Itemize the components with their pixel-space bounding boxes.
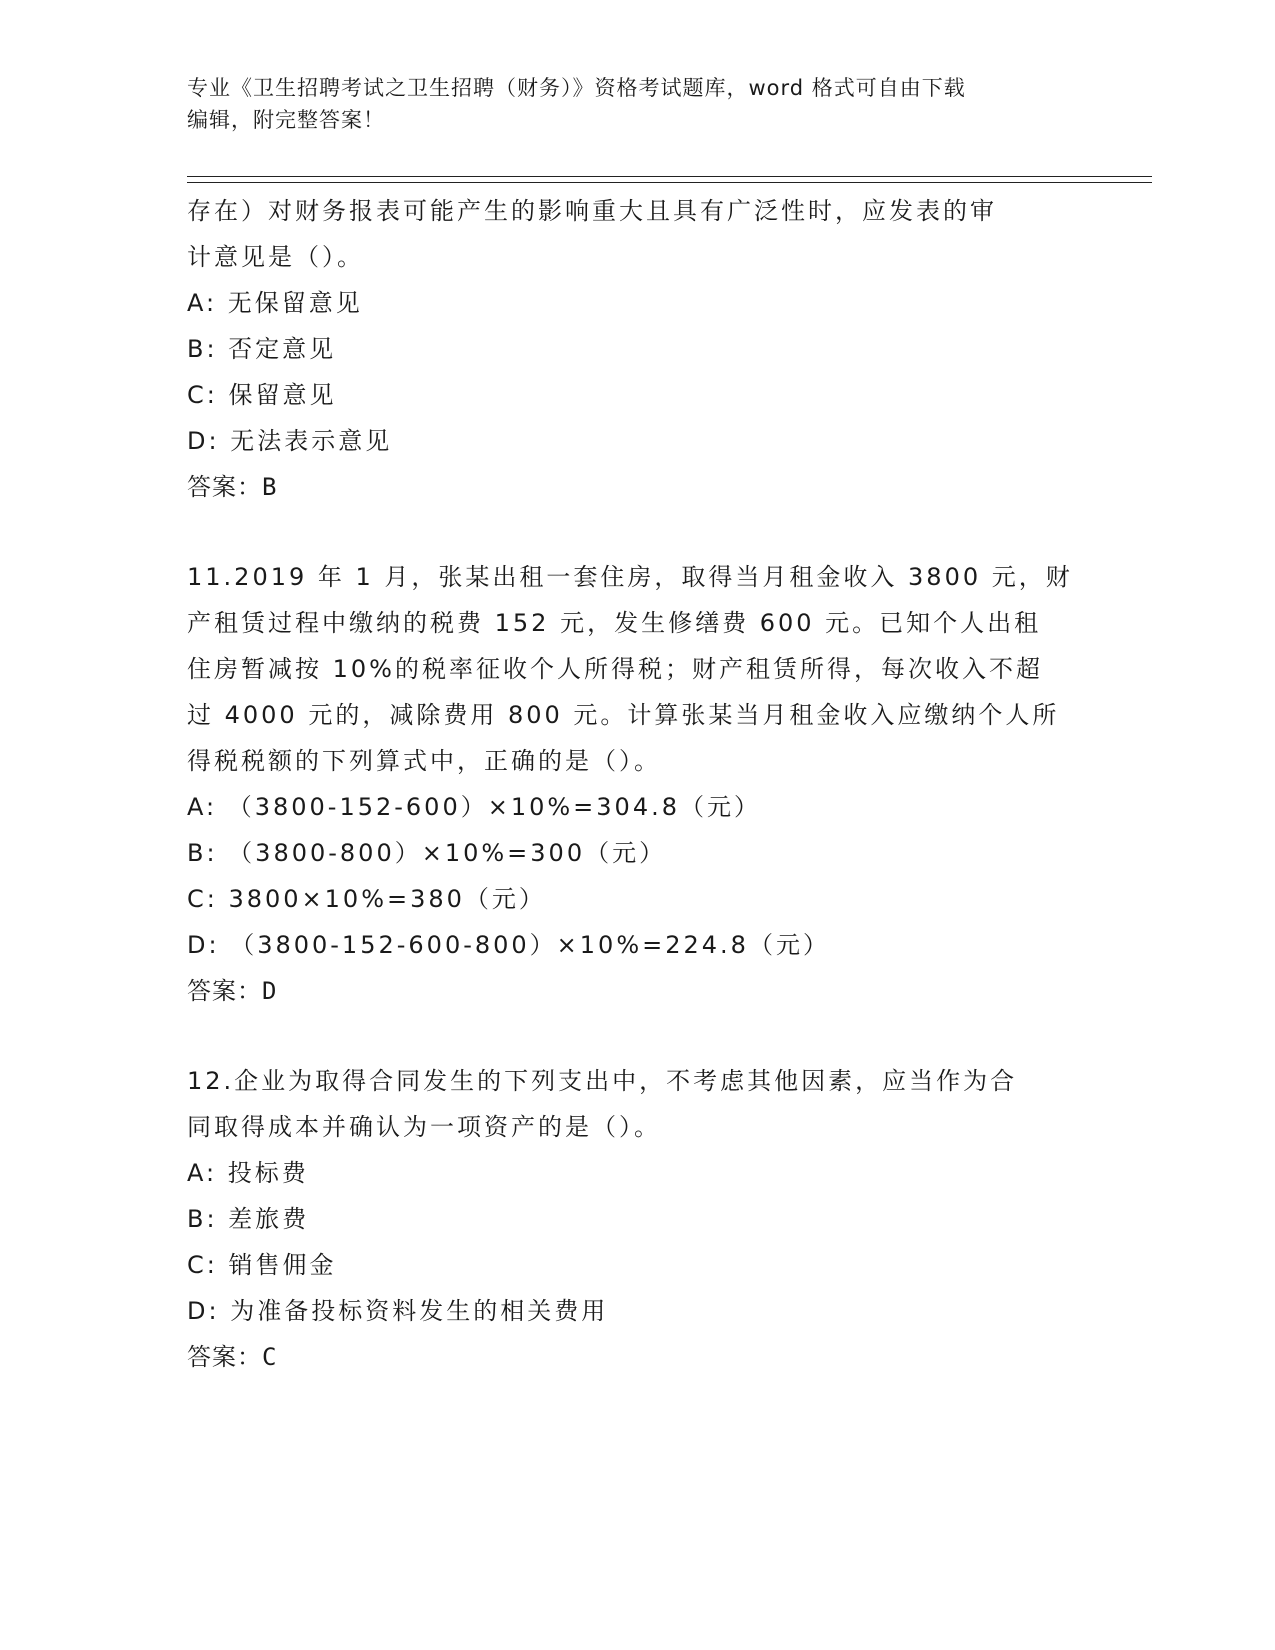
answer-value: D: [262, 977, 278, 1005]
answer-label: 答案：: [187, 1343, 262, 1371]
question-12: [187, 1058, 1087, 1380]
header-rule-top: [187, 176, 1152, 177]
option-d: D: 无法表示意见: [187, 427, 393, 455]
header-line-2: 编辑，附完整答案！: [187, 108, 385, 132]
answer-line: [187, 464, 1087, 510]
question-stem-line: 同取得成本并确认为一项资产的是（）。: [187, 1113, 661, 1141]
spacer: [187, 1014, 1087, 1058]
question-stem-line: 12.企业为取得合同发生的下列支出中，不考虑其他因素，应当作为合: [187, 1067, 1018, 1095]
question-10: [187, 188, 1087, 510]
option-b: B: 否定意见: [187, 335, 337, 363]
question-stem-line: 住房暂减按 10%的税率征收个人所得税；财产租赁所得，每次收入不超: [187, 655, 1043, 683]
answer-value: C: [262, 1343, 278, 1371]
question-stem-line: 得税税额的下列算式中，正确的是（）。: [187, 747, 661, 775]
header-rule-bottom: [187, 182, 1152, 183]
document-header: [187, 72, 1087, 136]
option-b: B: （3800-800）×10%=300（元）: [187, 839, 667, 867]
option-c: C: 销售佣金: [187, 1251, 337, 1279]
answer-line: [187, 968, 1087, 1014]
header-line-1: 专业《卫生招聘考试之卫生招聘（财务）》资格考试题库，word 格式可自由下载: [187, 76, 966, 100]
option-c: C: 保留意见: [187, 381, 337, 409]
option-a: A: 无保留意见: [187, 289, 363, 317]
option-b: B: 差旅费: [187, 1205, 310, 1233]
option-d: D: 为准备投标资料发生的相关费用: [187, 1297, 609, 1325]
spacer: [187, 510, 1087, 554]
question-11: [187, 554, 1087, 1014]
answer-line: [187, 1334, 1087, 1380]
answer-label: 答案：: [187, 473, 262, 501]
question-stem-line: 11.2019 年 1 月，张某出租一套住房，取得当月租金收入 3800 元，财: [187, 563, 1073, 591]
question-content: [187, 188, 1087, 1380]
option-a: A: （3800-152-600）×10%=304.8（元）: [187, 793, 761, 821]
question-stem-line: 计意见是（）。: [187, 243, 364, 271]
question-stem-line: 产租赁过程中缴纳的税费 152 元，发生修缮费 600 元。已知个人出租: [187, 609, 1042, 637]
option-a: A: 投标费: [187, 1159, 309, 1187]
option-c: C: 3800×10%=380（元）: [187, 885, 546, 913]
answer-label: 答案：: [187, 977, 262, 1005]
option-d: D: （3800-152-600-800）×10%=224.8（元）: [187, 931, 830, 959]
question-stem-line: 存在）对财务报表可能产生的影响重大且具有广泛性时，应发表的审: [187, 197, 997, 225]
question-stem-line: 过 4000 元的，减除费用 800 元。计算张某当月租金收入应缴纳个人所: [187, 701, 1060, 729]
answer-value: B: [262, 473, 278, 501]
